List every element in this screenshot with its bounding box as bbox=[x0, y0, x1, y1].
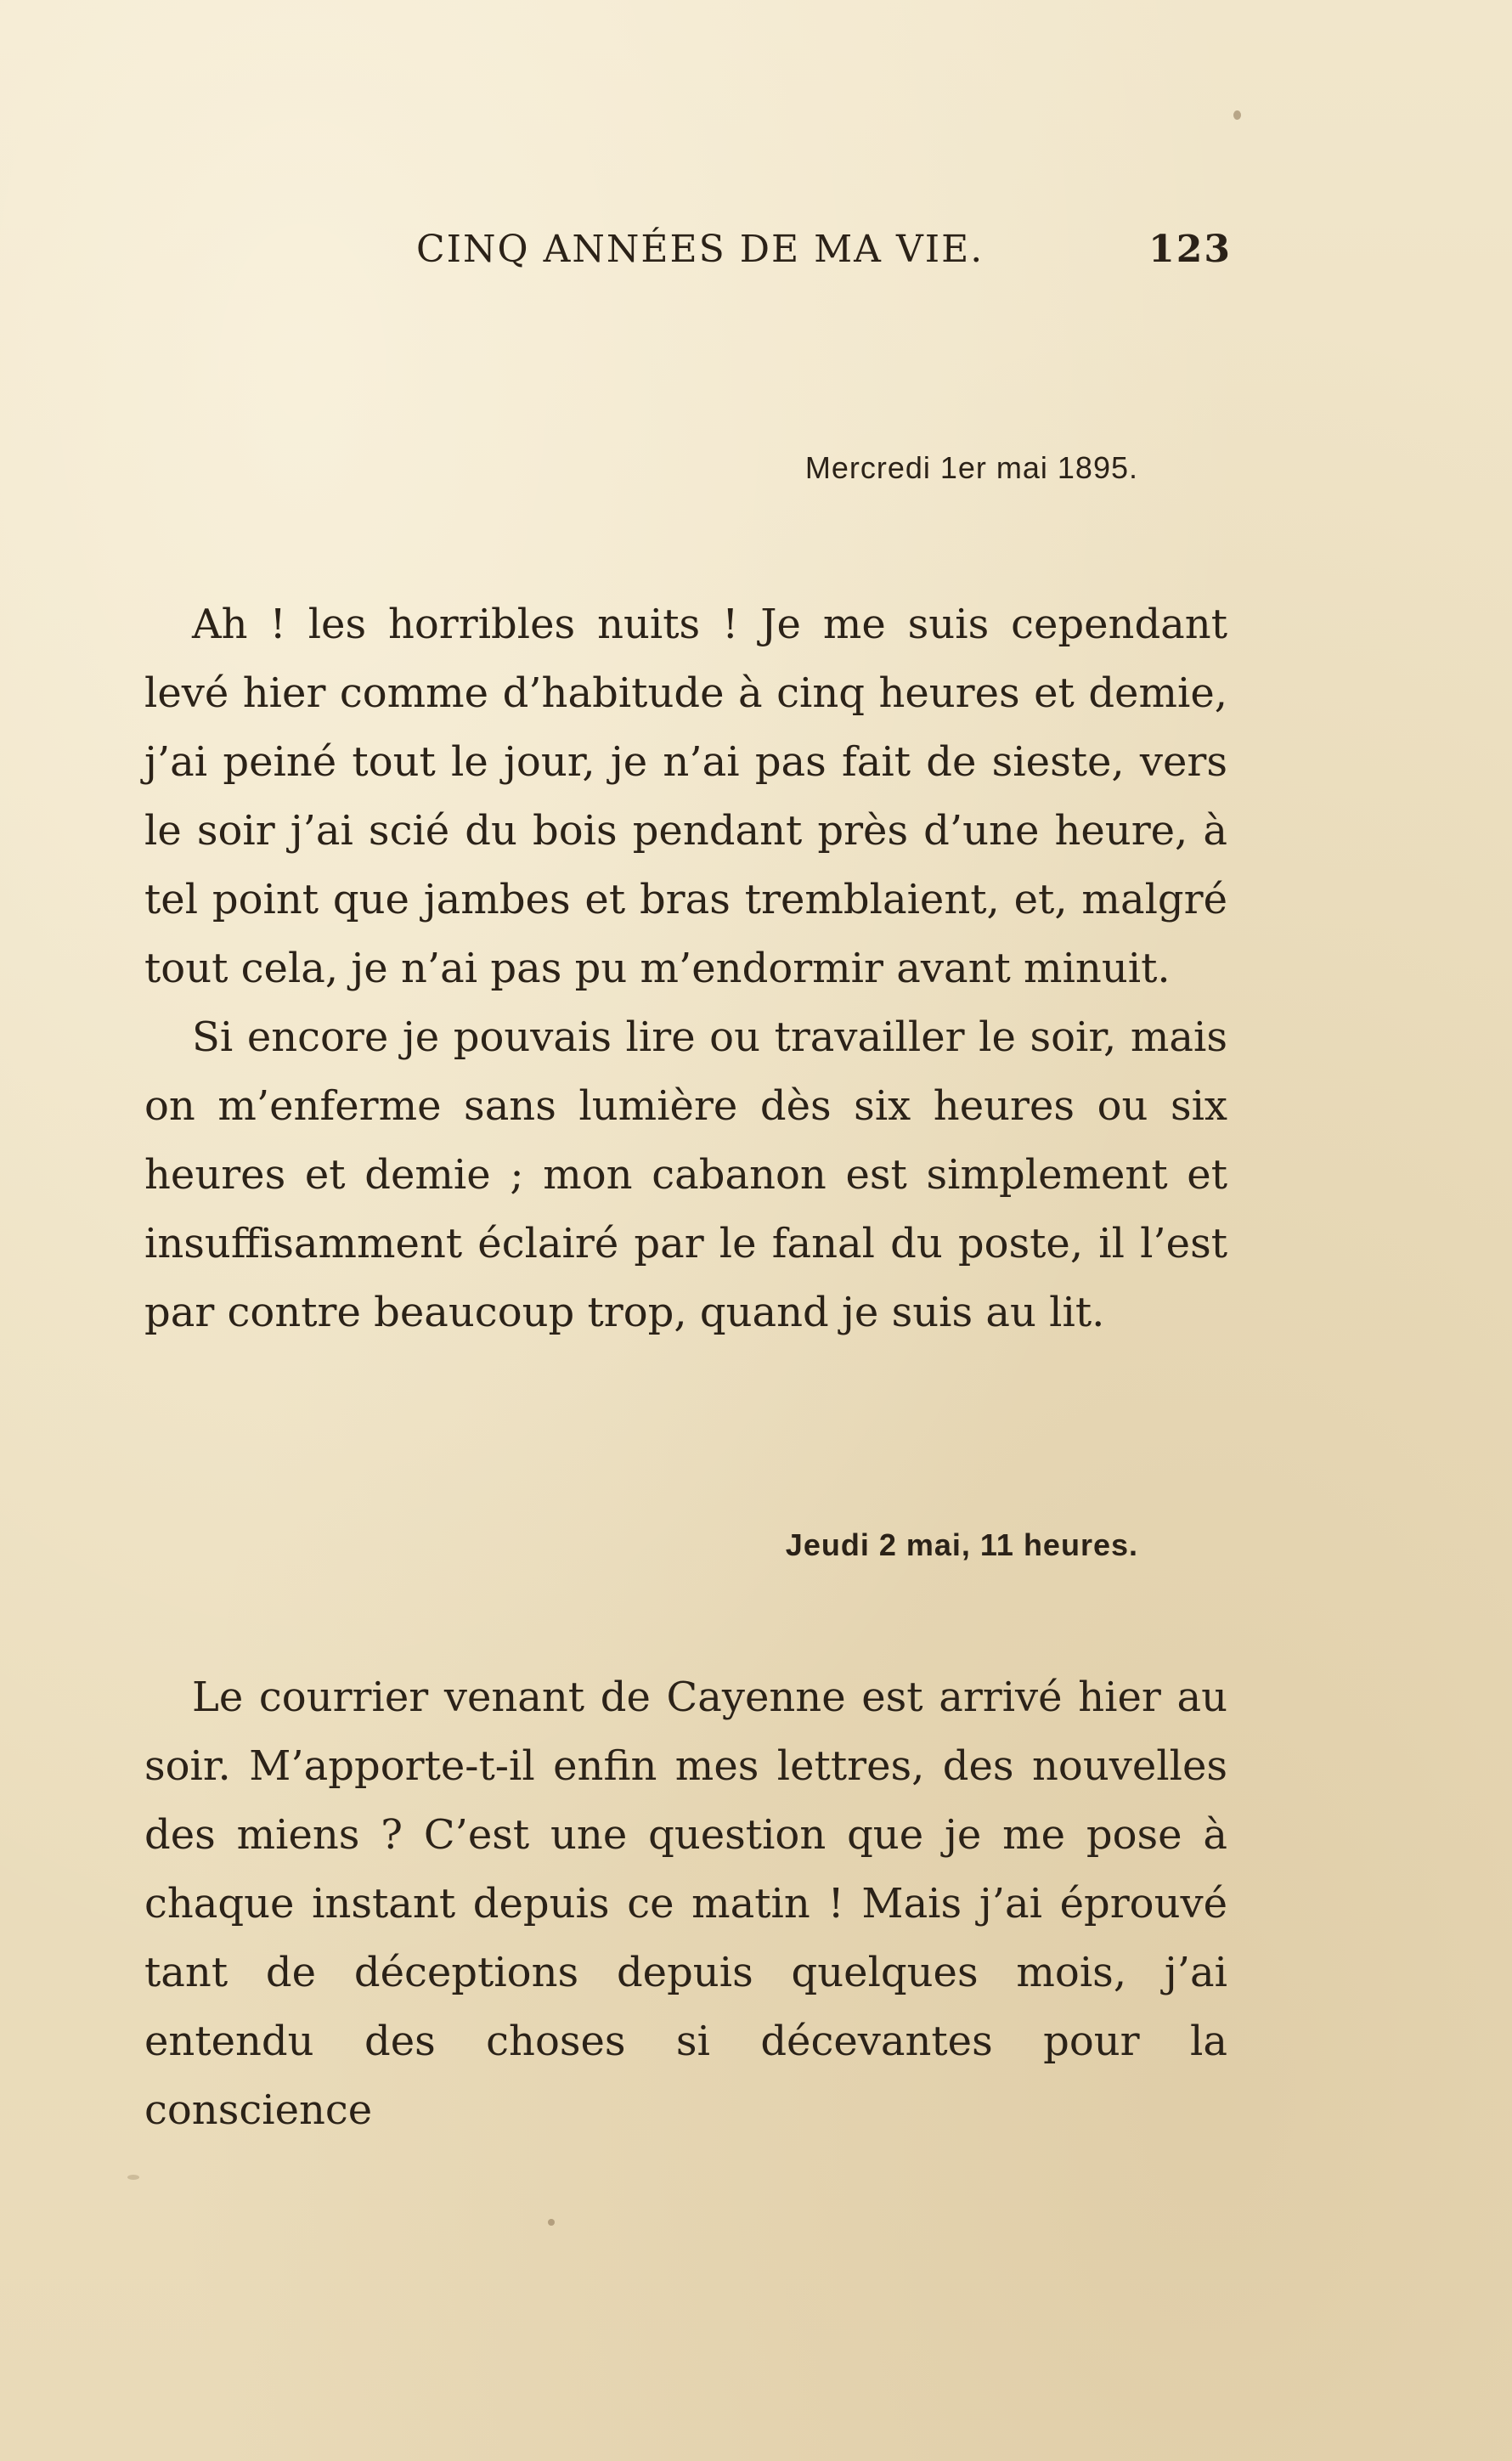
paragraph: Ah ! les horribles nuits ! Je me suis cependant levé hier comme d’habitude à cinq heures et demie, j’ai peiné tout le jour, je n’ai pas fait de sieste, vers le soir j’ai scié du bois pendant près d’une heure, à tel point que jambes et bras tremblaient, et, malgré tout cela, je n’ai pas pu m’endormir avant minuit. bbox=[144, 601, 1227, 992]
running-title: CINQ ANNÉES DE MA VIE. bbox=[416, 228, 984, 271]
ink-speck bbox=[127, 2175, 139, 2180]
entry-body bbox=[144, 1663, 1227, 2145]
paragraph: Si encore je pouvais lire ou travailler le soir, mais on m’enferme sans lumière dès six heures ou six heures et demie ; mon cabanon est simplement et insuffisamment éclairé par le fanal du poste, il l’est par contre beaucoup trop, quand je suis au lit. bbox=[144, 1013, 1227, 1336]
entry-body bbox=[144, 590, 1227, 1347]
paragraph: Le courrier venant de Cayenne est arrivé hier au soir. M’apporte-t-il enfin mes lettres, des nouvelles des miens ? C’est une question que je me pose à chaque instant depuis ce matin ! Mais j’ai éprouvé tant de déceptions depuis quelques mois, j’ai entendu des choses si décevantes pour la conscience bbox=[144, 1674, 1227, 2134]
ink-speck bbox=[1233, 110, 1241, 120]
page-number: 123 bbox=[1148, 228, 1232, 271]
entry-dateline: Mercredi 1er mai 1895. bbox=[804, 450, 1138, 485]
entry-dateline: Jeudi 2 mai, 11 heures. bbox=[785, 1527, 1138, 1562]
ink-speck bbox=[548, 2219, 555, 2226]
page-header bbox=[416, 228, 1232, 279]
